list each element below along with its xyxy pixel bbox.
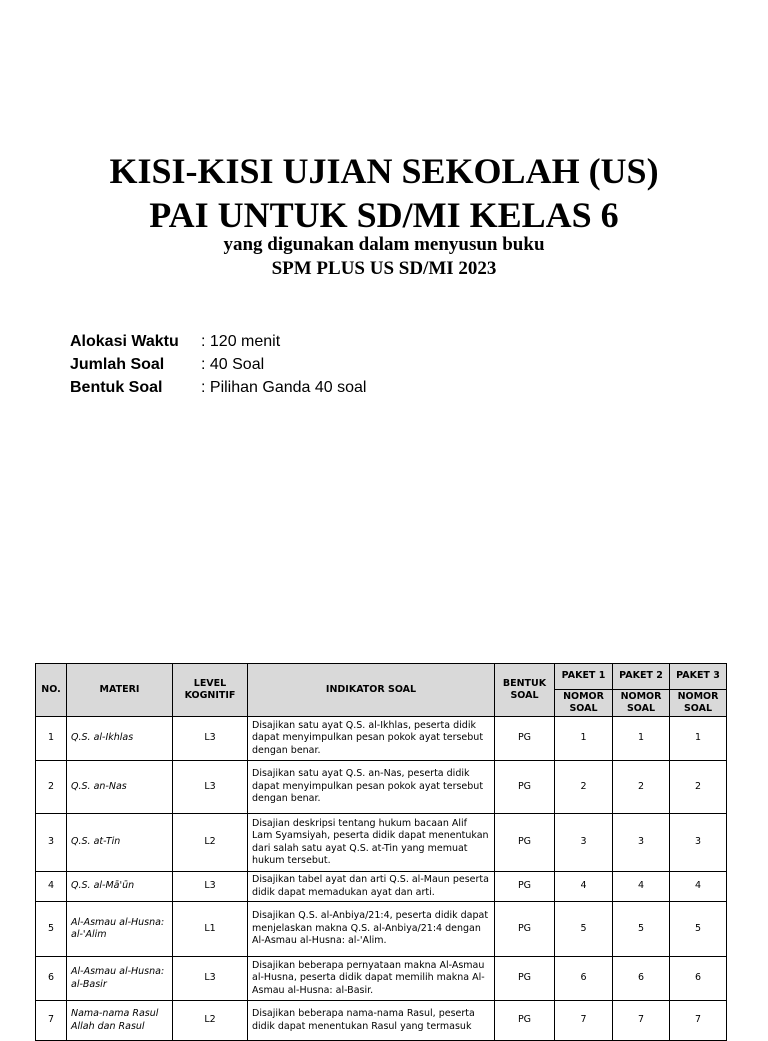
header-nomor-soal-1: NOMOR SOAL — [555, 690, 613, 717]
cell-materi: Q.S. al-Mā'ūn — [67, 872, 173, 902]
cell-paket-2: 4 — [613, 872, 670, 902]
cell-paket-2: 2 — [613, 761, 670, 814]
exam-info-label: Jumlah Soal — [70, 356, 165, 373]
cell-paket-2: 3 — [613, 814, 670, 872]
cell-no: 3 — [36, 814, 67, 872]
book-title: SPM PLUS US SD/MI 2023 — [271, 258, 497, 279]
cell-indikator-soal: Disajikan Q.S. al-Anbiya/21:4, peserta didik dapat menjelaskan makna Q.S. al-Anbiya/21:4 dengan Al-Asmau al-Husna: al-'Alim. — [248, 902, 495, 957]
table-row — [36, 872, 727, 902]
cell-level-kognitif: L3 — [173, 957, 248, 1001]
header-paket-1: PAKET 1 — [555, 664, 613, 690]
cell-indikator-soal: Disajikan satu ayat Q.S. an-Nas, peserta didik dapat menyimpulkan pesan pokok ayat tersebut dengan benar. — [248, 761, 495, 814]
table-row — [36, 902, 727, 957]
cell-paket-1: 5 — [555, 902, 613, 957]
cell-no: 2 — [36, 761, 67, 814]
exam-info-label: Bentuk Soal — [70, 379, 163, 396]
cell-materi: Q.S. al-Ikhlas — [67, 717, 173, 761]
cell-indikator-soal: Disajian deskripsi tentang hukum bacaan Alif Lam Syamsiyah, peserta didik dapat menentukan dari salah satu ayat Q.S. at-Tin yang memuat hukum tersebut. — [248, 814, 495, 872]
cell-level-kognitif: L3 — [173, 717, 248, 761]
cell-indikator-soal: Disajikan tabel ayat dan arti Q.S. al-Maun peserta didik dapat memadukan ayat dan arti. — [248, 872, 495, 902]
cell-bentuk-soal: PG — [495, 957, 555, 1001]
document-subtitle: yang digunakan dalam menyusun buku — [223, 234, 545, 255]
table-row — [36, 1001, 727, 1041]
cell-paket-2: 7 — [613, 1001, 670, 1041]
cell-level-kognitif: L3 — [173, 872, 248, 902]
exam-info-row — [70, 330, 366, 353]
cell-paket-3: 3 — [670, 814, 727, 872]
document-title: KISI-KISI UJIAN SEKOLAH (US) — [109, 151, 659, 191]
cell-no: 5 — [36, 902, 67, 957]
exam-info — [70, 330, 366, 399]
cell-bentuk-soal: PG — [495, 902, 555, 957]
cell-paket-3: 7 — [670, 1001, 727, 1041]
cell-no: 1 — [36, 717, 67, 761]
table-row — [36, 957, 727, 1001]
cell-paket-1: 1 — [555, 717, 613, 761]
cell-bentuk-soal: PG — [495, 1001, 555, 1041]
cell-no: 7 — [36, 1001, 67, 1041]
exam-info-label: Alokasi Waktu — [70, 333, 179, 350]
cell-materi: Al-Asmau al-Husna: al-'Alim — [67, 902, 173, 957]
header-no: NO. — [36, 664, 67, 717]
cell-paket-3: 6 — [670, 957, 727, 1001]
cell-indikator-soal: Disajikan beberapa pernyataan makna Al-Asmau al-Husna, peserta didik dapat memilih makna Al-Asmau al-Husna: al-Basir. — [248, 957, 495, 1001]
cell-paket-1: 2 — [555, 761, 613, 814]
exam-info-value: : 120 menit — [201, 333, 281, 350]
cell-level-kognitif: L3 — [173, 761, 248, 814]
document-subject-title: PAI UNTUK SD/MI KELAS 6 — [149, 195, 619, 235]
header-nomor-soal-2: NOMOR SOAL — [613, 690, 670, 717]
cell-level-kognitif: L2 — [173, 814, 248, 872]
header-indikator-soal: INDIKATOR SOAL — [248, 664, 495, 717]
header-level-kognitif: LEVEL KOGNITIF — [173, 664, 248, 717]
table-header-row — [36, 664, 727, 690]
cell-paket-2: 5 — [613, 902, 670, 957]
table-row — [36, 761, 727, 814]
cell-no: 4 — [36, 872, 67, 902]
exam-info-value: : 40 Soal — [201, 356, 265, 373]
exam-info-value: : Pilihan Ganda 40 soal — [201, 379, 367, 396]
cell-paket-2: 6 — [613, 957, 670, 1001]
table-row — [36, 717, 727, 761]
exam-info-row — [70, 376, 366, 399]
cell-paket-1: 4 — [555, 872, 613, 902]
cell-paket-1: 3 — [555, 814, 613, 872]
header-materi: MATERI — [67, 664, 173, 717]
cell-materi: Q.S. at-Tin — [67, 814, 173, 872]
cell-bentuk-soal: PG — [495, 872, 555, 902]
cell-indikator-soal: Disajikan beberapa nama-nama Rasul, peserta didik dapat menentukan Rasul yang termasuk — [248, 1001, 495, 1041]
cell-level-kognitif: L1 — [173, 902, 248, 957]
exam-info-row — [70, 353, 366, 376]
cell-paket-3: 2 — [670, 761, 727, 814]
header-paket-3: PAKET 3 — [670, 664, 727, 690]
cell-paket-3: 5 — [670, 902, 727, 957]
cell-materi: Nama-nama Rasul Allah dan Rasul — [67, 1001, 173, 1041]
header-nomor-soal-3: NOMOR SOAL — [670, 690, 727, 717]
cell-bentuk-soal: PG — [495, 814, 555, 872]
table-row — [36, 814, 727, 872]
cell-materi: Q.S. an-Nas — [67, 761, 173, 814]
cell-paket-3: 4 — [670, 872, 727, 902]
header-bentuk-soal: BENTUK SOAL — [495, 664, 555, 717]
cell-level-kognitif: L2 — [173, 1001, 248, 1041]
cell-indikator-soal: Disajikan satu ayat Q.S. al-Ikhlas, peserta didik dapat menyimpulkan pesan pokok ayat tersebut dengan benar. — [248, 717, 495, 761]
cell-paket-1: 6 — [555, 957, 613, 1001]
header-paket-2: PAKET 2 — [613, 664, 670, 690]
blueprint-table — [35, 663, 727, 1041]
cell-bentuk-soal: PG — [495, 761, 555, 814]
cell-paket-3: 1 — [670, 717, 727, 761]
cell-paket-2: 1 — [613, 717, 670, 761]
cell-materi: Al-Asmau al-Husna: al-Basir — [67, 957, 173, 1001]
cell-no: 6 — [36, 957, 67, 1001]
cell-paket-1: 7 — [555, 1001, 613, 1041]
cell-bentuk-soal: PG — [495, 717, 555, 761]
